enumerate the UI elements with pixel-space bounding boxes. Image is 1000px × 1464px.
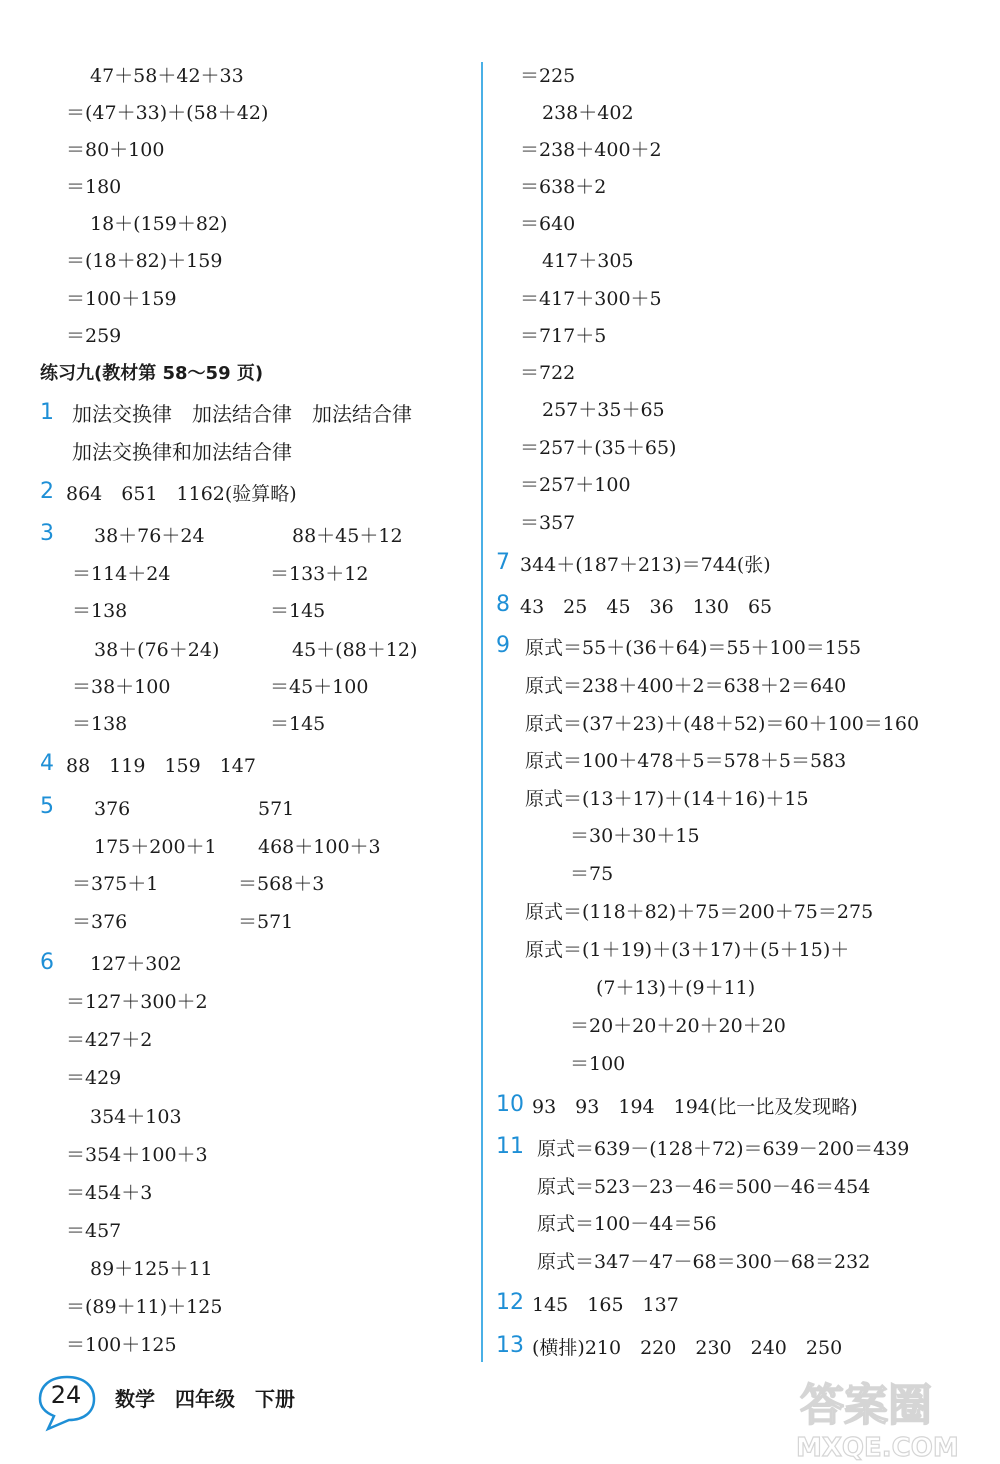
watermark-logo-icon bbox=[790, 1372, 990, 1462]
calc-line: ＝100 bbox=[570, 1053, 626, 1075]
calc-line: ＝257＋100 bbox=[520, 474, 631, 496]
calc-line: ＝145 bbox=[270, 713, 326, 735]
question-number: 13 bbox=[496, 1333, 524, 1358]
calc-line: ＝259 bbox=[66, 325, 122, 347]
calc-line: (7＋13)＋(9＋11) bbox=[596, 977, 756, 999]
answer-text: 加法交换律和加法结合律 bbox=[72, 440, 292, 464]
calc-line: ＝(18＋82)＋159 bbox=[66, 250, 223, 272]
calc-line: ＝(47＋33)＋(58＋42) bbox=[66, 102, 269, 124]
calc-line: 354＋103 bbox=[90, 1106, 182, 1128]
calc-line: ＝45＋100 bbox=[270, 676, 369, 698]
calc-line: ＝354＋100＋3 bbox=[66, 1144, 208, 1166]
calc-line: 376 bbox=[94, 798, 131, 820]
page-number: 24 bbox=[50, 1381, 82, 1409]
calc-line: 89＋125＋11 bbox=[90, 1258, 213, 1280]
question-number: 6 bbox=[40, 950, 54, 975]
calc-line: 原式＝(1＋19)＋(3＋17)＋(5＋15)＋ bbox=[525, 939, 850, 961]
answer-text: 43 25 45 36 130 65 bbox=[520, 596, 773, 618]
answer-text: 93 93 194 194(比一比及发现略) bbox=[532, 1096, 858, 1118]
calc-line: ＝568＋3 bbox=[238, 873, 325, 895]
calc-line: ＝(89＋11)＋125 bbox=[66, 1296, 223, 1318]
answer-text: 145 165 137 bbox=[532, 1294, 679, 1316]
calc-line: 127＋302 bbox=[90, 953, 182, 975]
calc-line: 175＋200＋1 bbox=[94, 836, 217, 858]
calc-line: ＝638＋2 bbox=[520, 176, 607, 198]
question-number: 7 bbox=[496, 550, 510, 575]
column-divider bbox=[481, 62, 483, 1362]
question-number: 8 bbox=[496, 592, 510, 617]
calc-line: ＝38＋100 bbox=[72, 676, 171, 698]
answer-text: (横排)210 220 230 240 250 bbox=[532, 1337, 843, 1359]
calc-line: 45＋(88＋12) bbox=[292, 639, 418, 661]
question-number: 4 bbox=[40, 751, 54, 776]
calc-line: 原式＝238＋400＋2＝638＋2＝640 bbox=[525, 675, 847, 697]
calc-line: ＝454＋3 bbox=[66, 1182, 153, 1204]
calc-line: 238＋402 bbox=[542, 102, 634, 124]
calc-line: 原式＝(37＋23)＋(48＋52)＝60＋100＝160 bbox=[525, 713, 920, 735]
calc-line: ＝722 bbox=[520, 362, 576, 384]
calc-line: 原式＝639－(128＋72)＝639－200＝439 bbox=[537, 1138, 910, 1160]
question-number: 3 bbox=[40, 521, 54, 546]
calc-line: 原式＝523－23－46＝500－46＝454 bbox=[537, 1176, 871, 1198]
calc-line: ＝571 bbox=[238, 911, 294, 933]
question-number: 12 bbox=[496, 1290, 524, 1315]
calc-line: ＝138 bbox=[72, 713, 128, 735]
calc-line: ＝257＋(35＋65) bbox=[520, 437, 677, 459]
calc-line: ＝376 bbox=[72, 911, 128, 933]
calc-line: ＝457 bbox=[66, 1220, 122, 1242]
calc-line: ＝417＋300＋5 bbox=[520, 288, 662, 310]
calc-line: ＝100＋125 bbox=[66, 1334, 177, 1356]
calc-line: 原式＝347－47－68＝300－68＝232 bbox=[537, 1251, 871, 1273]
calc-line: 原式＝55＋(36＋64)＝55＋100＝155 bbox=[525, 637, 862, 659]
calc-line: 417＋305 bbox=[542, 250, 634, 272]
answer-text: 88 119 159 147 bbox=[66, 755, 256, 777]
calc-line: ＝133＋12 bbox=[270, 563, 369, 585]
calc-line: ＝357 bbox=[520, 512, 576, 534]
question-number: 9 bbox=[496, 633, 510, 658]
watermark-label: 答案圈 bbox=[800, 1380, 932, 1431]
calc-line: ＝238＋400＋2 bbox=[520, 139, 662, 161]
book-title: 数学 四年级 下册 bbox=[115, 1387, 295, 1411]
calc-line: ＝640 bbox=[520, 213, 576, 235]
question-number: 1 bbox=[40, 400, 54, 425]
calc-line: 18＋(159＋82) bbox=[90, 213, 228, 235]
calc-line: 原式＝(118＋82)＋75＝200＋75＝275 bbox=[525, 901, 874, 923]
calc-line: ＝429 bbox=[66, 1067, 122, 1089]
question-number: 5 bbox=[40, 794, 54, 819]
calc-line: ＝145 bbox=[270, 600, 326, 622]
calc-line: 原式＝100－44＝56 bbox=[537, 1213, 717, 1235]
calc-line: 468＋100＋3 bbox=[258, 836, 381, 858]
calc-line: ＝180 bbox=[66, 176, 122, 198]
calc-line: ＝138 bbox=[72, 600, 128, 622]
calc-line: ＝427＋2 bbox=[66, 1029, 153, 1051]
calc-line: ＝75 bbox=[570, 863, 614, 885]
calc-line: 257＋35＋65 bbox=[542, 399, 665, 421]
answer-text: 864 651 1162(验算略) bbox=[66, 483, 297, 505]
calc-line: ＝20＋20＋20＋20＋20 bbox=[570, 1015, 786, 1037]
section-title: 练习九(教材第 58～59 页) bbox=[40, 363, 264, 384]
calc-line: ＝717＋5 bbox=[520, 325, 607, 347]
calc-line: 88＋45＋12 bbox=[292, 525, 403, 547]
question-number: 2 bbox=[40, 479, 54, 504]
calc-line: ＝375＋1 bbox=[72, 873, 159, 895]
answer-text: 344＋(187＋213)＝744(张) bbox=[520, 554, 771, 576]
calc-line: ＝225 bbox=[520, 65, 576, 87]
calc-line: 38＋76＋24 bbox=[94, 525, 205, 547]
calc-line: 38＋(76＋24) bbox=[94, 639, 220, 661]
question-number: 10 bbox=[496, 1092, 524, 1117]
calc-line: 571 bbox=[258, 798, 295, 820]
question-number: 11 bbox=[496, 1134, 524, 1159]
calc-line: 原式＝100＋478＋5＝578＋5＝583 bbox=[525, 750, 847, 772]
calc-line: 47＋58＋42＋33 bbox=[90, 65, 244, 87]
calc-line: 原式＝(13＋17)＋(14＋16)＋15 bbox=[525, 788, 809, 810]
calc-line: ＝30＋30＋15 bbox=[570, 825, 700, 847]
calc-line: ＝114＋24 bbox=[72, 563, 171, 585]
calc-line: ＝127＋300＋2 bbox=[66, 991, 208, 1013]
calc-line: ＝80＋100 bbox=[66, 139, 165, 161]
answer-text: 加法交换律 加法结合律 加法结合律 bbox=[72, 402, 412, 426]
calc-line: ＝100＋159 bbox=[66, 288, 177, 310]
watermark-url: MXQE.COM bbox=[796, 1433, 959, 1462]
